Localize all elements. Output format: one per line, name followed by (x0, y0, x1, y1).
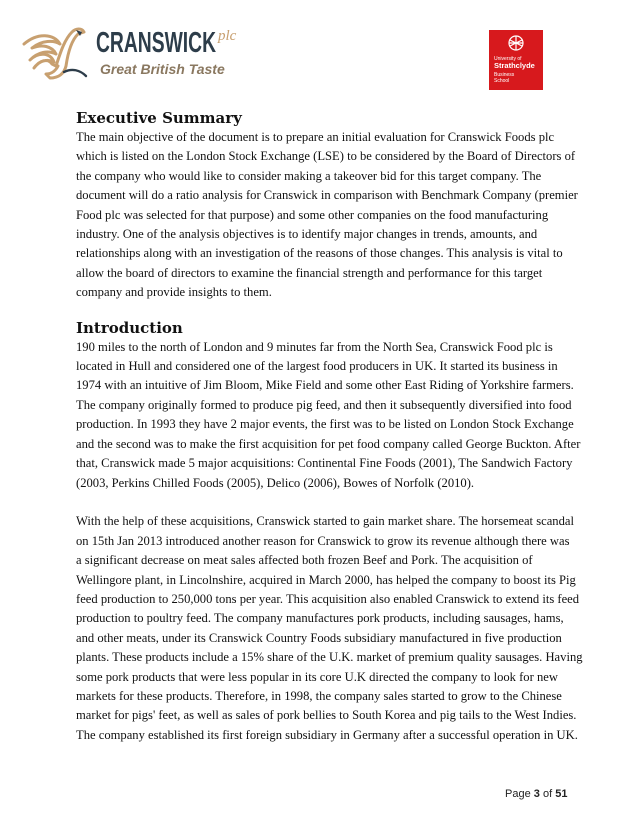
cranswick-logo (20, 18, 240, 84)
text-line: plants. These products include a 15% share of the U.K. market of premium quality sausages. Having (76, 650, 583, 665)
text-line: 1974 with an intuitive of Jim Bloom, Mike Field and some other East Riding of Yorkshire farmers. (76, 378, 574, 393)
text-line: (2003, Perkins Chilled Foods (2005), Delico (2006), Bowes of Norfolk (2010). (76, 475, 475, 490)
page-total: 51 (555, 788, 568, 800)
page-number (505, 788, 567, 800)
text-line: The company established its first foreign subsidiary in Germany after a successful operation in UK. (76, 727, 578, 742)
text-line: allow the board of directors to examine the financial strength and performance for this target (76, 265, 543, 280)
text-line: market for pigs' feet, as well as sales of pork bellies to South Korea and pig tails to the West Indies. (76, 708, 577, 723)
text-line: located in Hull and considered one of the largest food producers in UK. It started its business in (76, 359, 558, 374)
text-line: feed production to 250,000 tons per year. This acquisition also enabled Cranswick to extend its feed (76, 591, 580, 606)
text-line: The company originally formed to produce pig feed, and then it subsequently diversified into food (76, 397, 572, 412)
text-line: relationships along with an investigation of the reasons of those changes. This analysis is vital to (76, 246, 563, 261)
text-line: the company who would like to consider making a takeover bid for this target company. The (76, 168, 542, 183)
document-body (76, 108, 583, 745)
text-line: The main objective of the document is to prepare an initial evaluation for Cranswick Foods plc (76, 130, 555, 144)
text-line: Wellingore plant, in Lincolnshire, acquired in March 2000, has helped the company to boost its Pig (76, 572, 576, 587)
text-line: some pork products that were less popular in its core U.K directed the company to look for new (76, 669, 558, 684)
company-name: CRANSWICK (96, 27, 217, 59)
university-line3: Business (494, 72, 515, 78)
introduction-heading: Introduction (76, 318, 183, 337)
text-line: which is listed on the London Stock Exchange (LSE) to be considered by the Board of Directors of (76, 149, 576, 164)
text-line: With the help of these acquisitions, Cranswick started to gain market share. The horsemeat scandal (76, 514, 574, 529)
text-line: and the second was to make the first acquisition for pet food company called George Buckton. After (76, 436, 581, 451)
text-line: a significant decrease on meat sales affected both frozen Beef and Pork. The acquisition of (76, 553, 533, 568)
text-line: production to poultry feed. The company manufactures pork products, including sausages, hams, (76, 611, 564, 626)
page-of-label: of (542, 788, 553, 800)
company-suffix: plc (218, 28, 237, 44)
university-line1: University of (494, 56, 522, 62)
crest-icon (509, 36, 523, 50)
bird-emblem-icon (24, 29, 86, 78)
page-current: 3 (533, 788, 540, 800)
text-line: 190 miles to the north of London and 9 minutes far from the North Sea, Cranswick Food plc is (76, 339, 553, 354)
company-tagline: Great British Taste (100, 61, 225, 77)
university-logo (489, 30, 543, 90)
text-line: markets for these products. Therefore, in 1998, the company sales started to grow to the Chinese (76, 688, 562, 703)
text-line: company and provide insights to them. (76, 285, 272, 300)
executive-summary-heading: Executive Summary (76, 109, 242, 127)
introduction-paragraph-2 (76, 512, 583, 745)
university-line2: Strathclyde (494, 61, 535, 70)
introduction-paragraph-1 (76, 338, 581, 493)
text-line: Food plc was selected for that purpose) and some other companies on the food manufacturing (76, 207, 549, 222)
text-line: industry. One of the analysis objectives is to identify major changes in trends, amounts, and (76, 227, 538, 242)
text-line: and other meats, under its Cranswick Country Foods subsidiary manufactured in five production (76, 630, 562, 645)
text-line: that, Cranswick made 5 major acquisitions: Continental Fine Foods (2001), The Sandwich Factory (76, 456, 573, 471)
university-line4: School (494, 78, 510, 84)
text-line: production. In 1993 they have 2 major events, the first was to be listed on London Stock Exchange (76, 417, 574, 432)
page-label: Page (505, 788, 531, 800)
text-line: document will do a ratio analysis for Cranswick in comparison with Benchmark Company (premier (76, 188, 578, 203)
text-line: on 15th Jan 2013 introduced another reason for Cranswick to grow its revenue although there was (76, 533, 570, 548)
executive-summary-paragraph (76, 128, 578, 303)
